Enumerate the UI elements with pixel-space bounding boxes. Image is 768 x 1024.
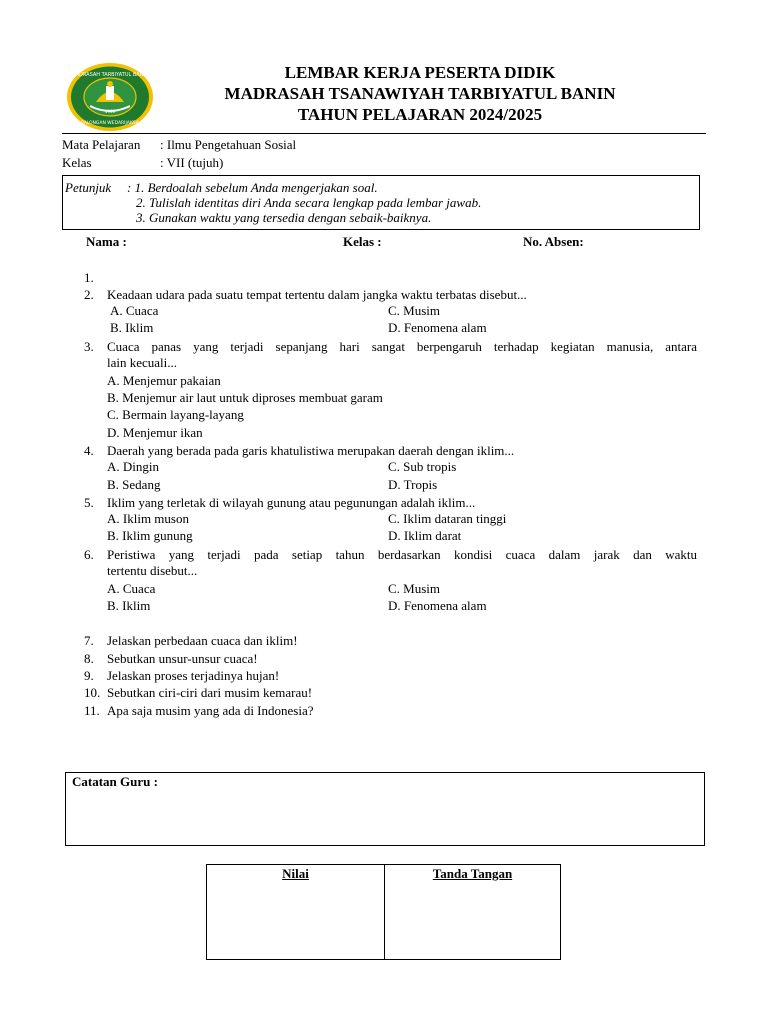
q5-option-b: B. Iklim gunung [107, 528, 193, 543]
svg-text:1955: 1955 [104, 109, 116, 114]
name-field-label: Nama : [86, 234, 127, 249]
instruction-1: : 1. Berdoalah sebelum Anda mengerjakan soal. [127, 180, 378, 195]
q2-option-a: A. Cuaca [110, 303, 159, 318]
score-table [206, 864, 561, 960]
title-line-1: LEMBAR KERJA PESERTA DIDIK [284, 63, 556, 82]
q3-option-d: D. Menjemur ikan [107, 425, 203, 440]
instructions-box [62, 175, 700, 230]
q6-continuation: tertentu disebut... [107, 563, 198, 578]
instruction-2: 2. Tulislah identitas diri Anda secara lengkap pada lembar jawab. [136, 195, 482, 210]
instructions-label: Petunjuk [65, 180, 112, 195]
instruction-3: 3. Gunakan waktu yang tersedia dengan sebaik-baiknya. [136, 210, 432, 225]
q3-continuation: lain kecuali... [107, 355, 178, 370]
q6-option-c: C. Musim [388, 581, 441, 596]
class-row: Kelas : VII (tujuh) [62, 155, 224, 170]
title-line-2: MADRASAH TSANAWIYAH TARBIYATUL BANIN [224, 84, 616, 103]
subject-row: Mata Pelajaran : Ilmu Pengetahuan Sosial [62, 137, 297, 152]
q3-option-c: C. Bermain layang-layang [107, 407, 244, 422]
svg-text:MADRASAH TARBIYATUL BANIN: MADRASAH TARBIYATUL BANIN [71, 72, 149, 78]
q2-option-b: B. Iklim [110, 320, 154, 335]
q2-option-d: D. Fenomena alam [388, 320, 487, 335]
q4-option-a: A. Dingin [107, 459, 159, 474]
q2-option-c: C. Musim [388, 303, 441, 318]
q6-option-b: B. Iklim [107, 598, 151, 613]
teacher-notes-box [65, 772, 705, 846]
svg-text:PALONGAN WEDARIJAKSA: PALONGAN WEDARIJAKSA [81, 121, 139, 126]
q4-option-c: C. Sub tropis [388, 459, 457, 474]
q4-option-d: D. Tropis [388, 477, 438, 492]
q5-option-c: C. Iklim dataran tinggi [388, 511, 507, 526]
header-divider [62, 133, 706, 134]
q3-option-b: B. Menjemur air laut untuk diproses membuat garam [107, 390, 383, 405]
teacher-notes-label: Catatan Guru : [72, 774, 158, 789]
q4-option-b: B. Sedang [107, 477, 161, 492]
school-logo [66, 62, 154, 132]
title-line-3: TAHUN PELAJARAN 2024/2025 [297, 105, 543, 124]
class-field-label: Kelas : [343, 234, 382, 249]
signature-column-header: Tanda Tangan [432, 866, 513, 881]
q6-option-d: D. Fenomena alam [388, 598, 487, 613]
absen-field-label: No. Absen: [523, 234, 584, 249]
q3-option-a: A. Menjemur pakaian [107, 373, 221, 388]
q5-option-d: D. Iklim darat [388, 528, 462, 543]
q6-option-a: A. Cuaca [107, 581, 156, 596]
score-column-header: Nilai [282, 866, 309, 881]
q5-option-a: A. Iklim muson [107, 511, 189, 526]
